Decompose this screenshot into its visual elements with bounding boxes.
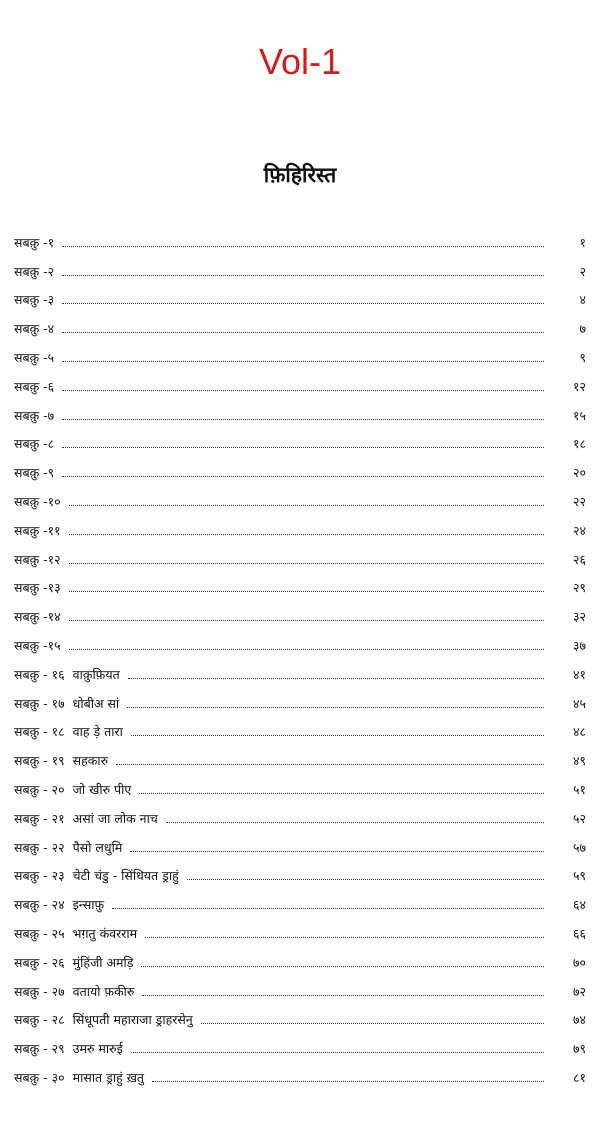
lesson-number: सबक़ु - २७ [14, 983, 65, 999]
contents-heading: फ़िहिरिस्त [263, 162, 337, 187]
page-number: ५२ [572, 810, 586, 826]
page-number: ६४ [572, 897, 586, 913]
dot-leader [62, 332, 544, 333]
dot-leader [201, 1023, 544, 1024]
toc-row [14, 827, 586, 856]
dot-leader [69, 505, 544, 506]
dot-leader [69, 534, 544, 535]
page-number: २२ [572, 493, 586, 509]
page-number: ५१ [572, 781, 586, 797]
lesson-number: सबक़ु -६ [14, 378, 55, 394]
toc-row [14, 568, 586, 597]
lesson-number: सबक़ु - २३ [14, 868, 65, 884]
page-number: ९ [579, 349, 586, 365]
page-number: ६६ [572, 925, 586, 941]
lesson-title: असां जा लोक नाच [72, 810, 158, 826]
page-number: ४१ [572, 666, 586, 682]
page-number: ७२ [572, 983, 586, 999]
page-number: ५७ [572, 839, 586, 855]
lesson-number: सबक़ु - २६ [14, 954, 65, 970]
lesson-title: उमरु मारुई [72, 1041, 123, 1057]
page-number: १८ [572, 436, 586, 452]
dot-leader [116, 764, 544, 765]
toc-row [14, 1057, 586, 1086]
lesson-number: सबक़ु -१ [14, 234, 55, 250]
lesson-title: वाह ड़े तारा [72, 724, 123, 740]
page-number: २९ [572, 580, 586, 596]
lesson-number: सबक़ु -५ [14, 349, 55, 365]
dot-leader [166, 822, 544, 823]
toc-row [14, 712, 586, 741]
lesson-number: सबक़ु - १७ [14, 695, 65, 711]
toc-row [14, 222, 586, 251]
toc-row [14, 654, 586, 683]
toc-row [14, 740, 586, 769]
lesson-title: वतायो फ़कीरु [72, 983, 135, 999]
lesson-title: इन्साफ़ु [72, 897, 105, 913]
toc-row [14, 913, 586, 942]
lesson-title: सहकारु [72, 753, 109, 769]
toc-row [14, 251, 586, 280]
toc-row [14, 683, 586, 712]
page-number: ७९ [572, 1041, 586, 1057]
page-number: ५९ [572, 868, 586, 884]
toc-row [14, 942, 586, 971]
volume-label: Vol-1 [258, 41, 342, 82]
dot-leader [145, 937, 544, 938]
page-number: ४५ [572, 695, 586, 711]
page-number: १ [579, 234, 586, 250]
lesson-title: वाक़ुफ़ियत [72, 666, 120, 682]
toc-row [14, 452, 586, 481]
toc-row [14, 884, 586, 913]
page-number: ७४ [572, 1012, 586, 1028]
toc-row [14, 971, 586, 1000]
dot-leader [69, 563, 544, 564]
page-number: ३२ [572, 609, 586, 625]
toc-row [14, 395, 586, 424]
dot-leader [69, 649, 544, 650]
lesson-title: मुंहिंजी अमड़ि [72, 954, 134, 970]
lesson-title: पैसो लधुमि [72, 839, 123, 855]
dot-leader [128, 678, 544, 679]
page-number: ४८ [572, 724, 586, 740]
lesson-number: सबक़ु -८ [14, 436, 55, 452]
page-number: २ [579, 263, 586, 279]
dot-leader [152, 1081, 544, 1082]
dot-leader [62, 419, 544, 420]
lesson-number: सबक़ु - २९ [14, 1041, 65, 1057]
lesson-number: सबक़ु -१४ [14, 609, 61, 625]
dot-leader [127, 707, 544, 708]
toc-row [14, 856, 586, 885]
dot-leader [141, 966, 544, 967]
dot-leader [62, 361, 544, 362]
lesson-title: चेटी चंडु - सिंधियत ड्राहुं [72, 868, 179, 884]
lesson-number: सबक़ु -३ [14, 292, 55, 308]
lesson-number: सबक़ु -४ [14, 321, 55, 337]
toc-row [14, 769, 586, 798]
dot-leader [62, 275, 544, 276]
lesson-number: सबक़ु -१३ [14, 580, 61, 596]
lesson-number: सबक़ु - १८ [14, 724, 65, 740]
lesson-number: सबक़ु - २२ [14, 839, 65, 855]
dot-leader [112, 908, 544, 909]
toc-row [14, 510, 586, 539]
dot-leader [62, 246, 544, 247]
dot-leader [69, 620, 544, 621]
lesson-number: सबक़ु -७ [14, 407, 55, 423]
page-number: ३७ [572, 637, 586, 653]
lesson-number: सबक़ु -१५ [14, 637, 61, 653]
dot-leader [62, 476, 544, 477]
lesson-number: सबक़ु -९ [14, 465, 55, 481]
lesson-number: सबक़ु - ३० [14, 1069, 65, 1085]
dot-leader [187, 879, 544, 880]
dot-leader [142, 995, 544, 996]
lesson-title: मासात ड्राहुं ख़तु [72, 1069, 145, 1085]
page-number: २६ [572, 551, 586, 567]
dot-leader [131, 735, 544, 736]
lesson-title: सिंधूपती महाराजा ड्राहरसेनु [72, 1012, 193, 1028]
page-number: २४ [572, 522, 586, 538]
toc-row [14, 1028, 586, 1057]
page-number: २० [572, 465, 586, 481]
page-number: ७० [572, 954, 586, 970]
lesson-number: सबक़ु -१२ [14, 551, 61, 567]
toc-row [14, 424, 586, 453]
page-number: १५ [572, 407, 586, 423]
lesson-number: सबक़ु - १९ [14, 753, 65, 769]
lesson-number: सबक़ु - २८ [14, 1012, 65, 1028]
dot-leader [139, 793, 544, 794]
toc-row [14, 280, 586, 309]
lesson-title: जो खीरु पीए [72, 781, 132, 797]
lesson-number: सबक़ु - १६ [14, 666, 65, 682]
page-number: ८१ [572, 1069, 586, 1085]
lesson-number: सबक़ु - २४ [14, 897, 65, 913]
toc-row [14, 539, 586, 568]
toc-row [14, 337, 586, 366]
lesson-number: सबक़ु -१० [14, 493, 61, 509]
lesson-number: सबक़ु - २१ [14, 810, 65, 826]
toc-row [14, 481, 586, 510]
dot-leader [62, 390, 544, 391]
toc-row [14, 1000, 586, 1029]
toc-row [14, 625, 586, 654]
dot-leader [130, 851, 544, 852]
toc-row [14, 308, 586, 337]
lesson-title: भग़तु कंवरराम [72, 925, 138, 941]
dot-leader [62, 303, 544, 304]
lesson-number: सबक़ु - २५ [14, 925, 65, 941]
dot-leader [69, 591, 544, 592]
lesson-number: सबक़ु - २० [14, 781, 65, 797]
lesson-number: सबक़ु -११ [14, 522, 61, 538]
page-number: १२ [572, 378, 586, 394]
toc-row [14, 798, 586, 827]
page-number: ४ [579, 292, 586, 308]
page-number: ७ [579, 321, 586, 337]
toc-row [14, 366, 586, 395]
table-of-contents [14, 222, 586, 1086]
page-number: ४९ [572, 753, 586, 769]
lesson-title: धोबीअ सां [72, 695, 120, 711]
lesson-number: सबक़ु -२ [14, 263, 55, 279]
dot-leader [131, 1052, 544, 1053]
dot-leader [62, 447, 544, 448]
toc-row [14, 596, 586, 625]
